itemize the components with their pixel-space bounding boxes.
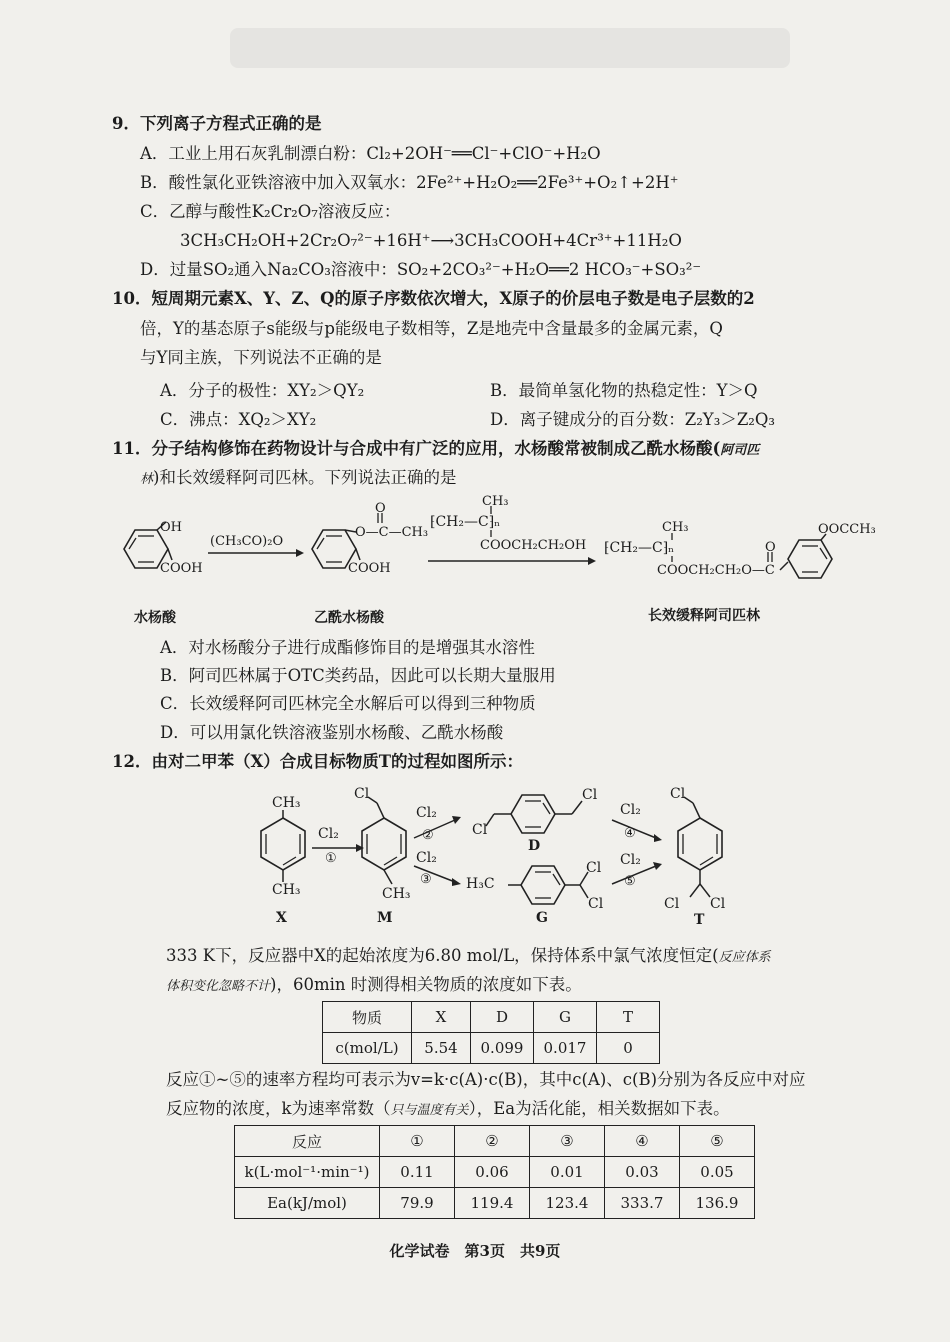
r1-number: ① [325,851,337,866]
table1-cell: 5.54 [412,1033,471,1064]
q12-p1a: 333 K下，反应器中X的起始浓度为6.80 mol/L，保持体系中氯气浓度恒定( [166,946,719,965]
table2-header-cell: ⑤ [680,1126,755,1157]
acetyl-ester-group: O—C—CH₃ [355,525,429,540]
q11-stem-small1: 阿司匹 [720,443,760,458]
product-chain: ⁅CH₂—C⁆ₙ [604,540,675,556]
t-cl-right: Cl [710,896,726,912]
g-cl-bottom: Cl [588,896,604,912]
table2-cell: k(L·mol⁻¹·min⁻¹) [235,1157,380,1188]
bond-t-top2 [684,797,693,803]
reagent-acetic-anhydride: (CH₃CO)₂O [210,534,284,549]
table2-header-cell: ① [380,1126,455,1157]
page-footer: 化学试卷 第3页 共9页 [389,1242,561,1260]
table1-header-cell: T [597,1002,660,1033]
table2-ea-row [235,1188,755,1219]
acetylsalicylic-cooh: COOH [348,561,391,576]
q12-p2b: 反应物的浓度，k为速率常数（ [166,1099,391,1118]
concentration-table [322,1001,660,1064]
table2-cell: 119.4 [455,1188,530,1219]
r3-number: ③ [420,872,432,887]
reagent2-chain: ⁅CH₂—C⁆ₙ [430,514,501,530]
bond-t-top [693,803,700,818]
bond-d-right2 [572,801,582,814]
r2-number: ② [422,828,434,843]
table1-cell: 0.099 [471,1033,534,1064]
label-t: T [694,912,705,928]
table1-cell: 0.017 [534,1033,597,1064]
m-cl: Cl [354,786,370,802]
rate-constant-table [234,1125,755,1219]
q12-p2b-end: ），Ea为活化能，相关数据如下表。 [468,1099,730,1118]
ring-x [261,818,305,870]
table1-header-cell: 物质 [323,1002,412,1033]
reagent2-ester: COOCH₂CH₂OH [480,538,587,553]
ring-m [362,818,406,870]
bond-t-cl-left [690,884,700,897]
m-ch3: CH₃ [382,886,411,902]
q9-option-a: A．工业上用石灰乳制漂白粉：Cl₂+2OH⁻══Cl⁻+ClO⁻+H₂O [140,144,601,163]
q11-option-a: A．对水杨酸分子进行成酯修饰目的是增强其水溶性 [160,638,535,657]
q10-stem-line2: 倍，Y的基态原子s能级与p能级电子数相等，Z是地壳中含量最多的金属元素，Q [140,319,723,338]
q11-option-c: C．长效缓释阿司匹林完全水解后可以得到三种物质 [160,694,536,713]
g-h3c: H₃C [466,876,495,892]
q9-option-c-equation: 3CH₃CH₂OH+2Cr₂O₇²⁻+16H⁺⟶3CH₃COOH+4Cr³⁺+11H₂O [180,231,682,250]
q12-paragraph1-line1 [166,945,771,969]
acetyl-carbonyl-o: O [375,501,386,516]
table1-header-cell: G [534,1002,597,1033]
bond-g-cl-down [580,885,588,898]
table2-header-cell: ③ [530,1126,605,1157]
label-g: G [536,910,548,926]
q9-option-b: B．酸性氯化亚铁溶液中加入双氧水：2Fe²⁺+H₂O₂══2Fe³⁺+O₂↑+2H⁺ [140,173,679,192]
table2-header-cell: ④ [605,1126,680,1157]
q10-option-b: B．最简单氢化物的热稳定性：Y＞Q [490,381,758,400]
table1-header-cell: D [471,1002,534,1033]
table2-cell: 79.9 [380,1188,455,1219]
r5-number: ⑤ [624,874,636,889]
q9-option-c: C．乙醇与酸性K₂Cr₂O₇溶液反应： [140,202,401,221]
t-cl-top: Cl [670,786,686,802]
reagent2-ch3: CH₃ [482,494,509,509]
table2-cell: 136.9 [680,1188,755,1219]
bond-m-top [377,803,384,818]
table2-cell: 0.06 [455,1157,530,1188]
arrow-r2 [414,820,455,838]
table2-cell: 123.4 [530,1188,605,1219]
table2-header-row [235,1126,755,1157]
q12-p1b: )，60min 时测得相关物质的浓度如下表。 [270,975,582,994]
x-ch3-bottom: CH₃ [272,882,301,898]
q10-stem-line3: 与Y同主族，下列说法不正确的是 [140,348,382,367]
q10-option-c: C．沸点：XQ₂＞XY₂ [160,410,317,429]
x-ch3-top: CH₃ [272,795,301,811]
label-x: X [276,910,287,926]
q12-stem: 12．由对二甲苯（X）合成目标物质T的过程如图所示： [112,752,524,771]
q9-stem: 9．下列离子方程式正确的是 [112,114,322,133]
table2-cell: 0.01 [530,1157,605,1188]
t-cl-left: Cl [664,896,680,912]
r4-number: ④ [624,826,636,841]
product-ch3: CH₃ [662,520,689,535]
table1-cell: c(mol/L) [323,1033,412,1064]
r3-cl2: Cl₂ [416,850,437,866]
table2-header-cell: ② [455,1126,530,1157]
q12-p1b-small: 体积变化忽略不计 [166,979,271,994]
table2-cell: 0.11 [380,1157,455,1188]
q11-option-b: B．阿司匹林属于OTC类药品，因此可以长期大量服用 [160,666,556,685]
d-cl-right: Cl [582,787,598,803]
q11-stem-line2-text: )和长效缓释阿司匹林。下列说法正确的是 [153,468,457,487]
label-m: M [377,910,393,926]
q12-paragraph2-line2 [166,1098,730,1122]
ring-t [678,818,722,870]
name-acetylsalicylic-acid: 乙酰水杨酸 [314,610,384,626]
product-ester-chain: COOCH₂CH₂O—C [657,563,775,578]
q12-p1a-small: 反应体系 [718,950,771,965]
d-cl-left: Cl [472,822,488,838]
table2-cell: 333.7 [605,1188,680,1219]
q11-option-d: D．可以用氯化铁溶液鉴别水杨酸、乙酰水杨酸 [160,723,504,742]
salicylic-oh: OH [160,520,182,535]
bond-m-bottom [384,870,392,884]
name-long-acting-aspirin: 长效缓释阿司匹林 [648,608,760,624]
q9-option-d: D．过量SO₂通入Na₂CO₃溶液中：SO₂+2CO₃²⁻+H₂O══2 HCO₃⁻+SO₃²⁻ [140,260,702,279]
q11-stem-small2: 林 [140,472,154,487]
table1-header-row [323,1002,660,1033]
product-carbonyl-o: O [765,540,776,555]
bond-m-top2 [368,797,377,803]
q10-option-a: A．分子的极性：XY₂＞QY₂ [160,381,365,400]
table2-cell: 0.03 [605,1157,680,1188]
table2-cell: Ea(kJ/mol) [235,1188,380,1219]
g-cl-top: Cl [586,860,602,876]
r1-cl2: Cl₂ [318,826,339,842]
table1-header-cell: X [412,1002,471,1033]
product-oac: OOCCH₃ [818,522,876,537]
name-salicylic-acid: 水杨酸 [134,610,176,626]
table1-cell: 0 [597,1033,660,1064]
table2-k-row [235,1157,755,1188]
q12-p2b-small: 只与温度有关 [390,1103,469,1118]
table1-value-row [323,1033,660,1064]
r2-cl2: Cl₂ [416,805,437,821]
q11-stem-line1-text: 11．分子结构修饰在药物设计与合成中有广泛的应用，水杨酸常被制成乙酰水杨酸( [112,439,721,458]
q12-paragraph1-line2 [166,974,582,998]
arrow-r3-head [452,878,461,886]
table2-cell: 0.05 [680,1157,755,1188]
q12-paragraph2-line1: 反应①~⑤的速率方程均可表示为v=k·c(A)·c(B)，其中c(A)、c(B)分别为各反应中对应 [166,1070,806,1089]
bond-t-cl-right [700,884,710,897]
salicylic-cooh: COOH [160,561,203,576]
label-d: D [528,838,541,854]
r5-cl2: Cl₂ [620,852,641,868]
table2-header-cell: 反应 [235,1126,380,1157]
q10-stem-line1: 10．短周期元素X、Y、Z、Q的原子序数依次增大，X原子的价层电子数是电子层数的2 [112,289,755,308]
r4-cl2: Cl₂ [620,802,641,818]
q10-option-d: D．离子键成分的百分数：Z₂Y₃＞Z₂Q₃ [490,410,776,429]
arrow-r4-head [654,834,662,842]
